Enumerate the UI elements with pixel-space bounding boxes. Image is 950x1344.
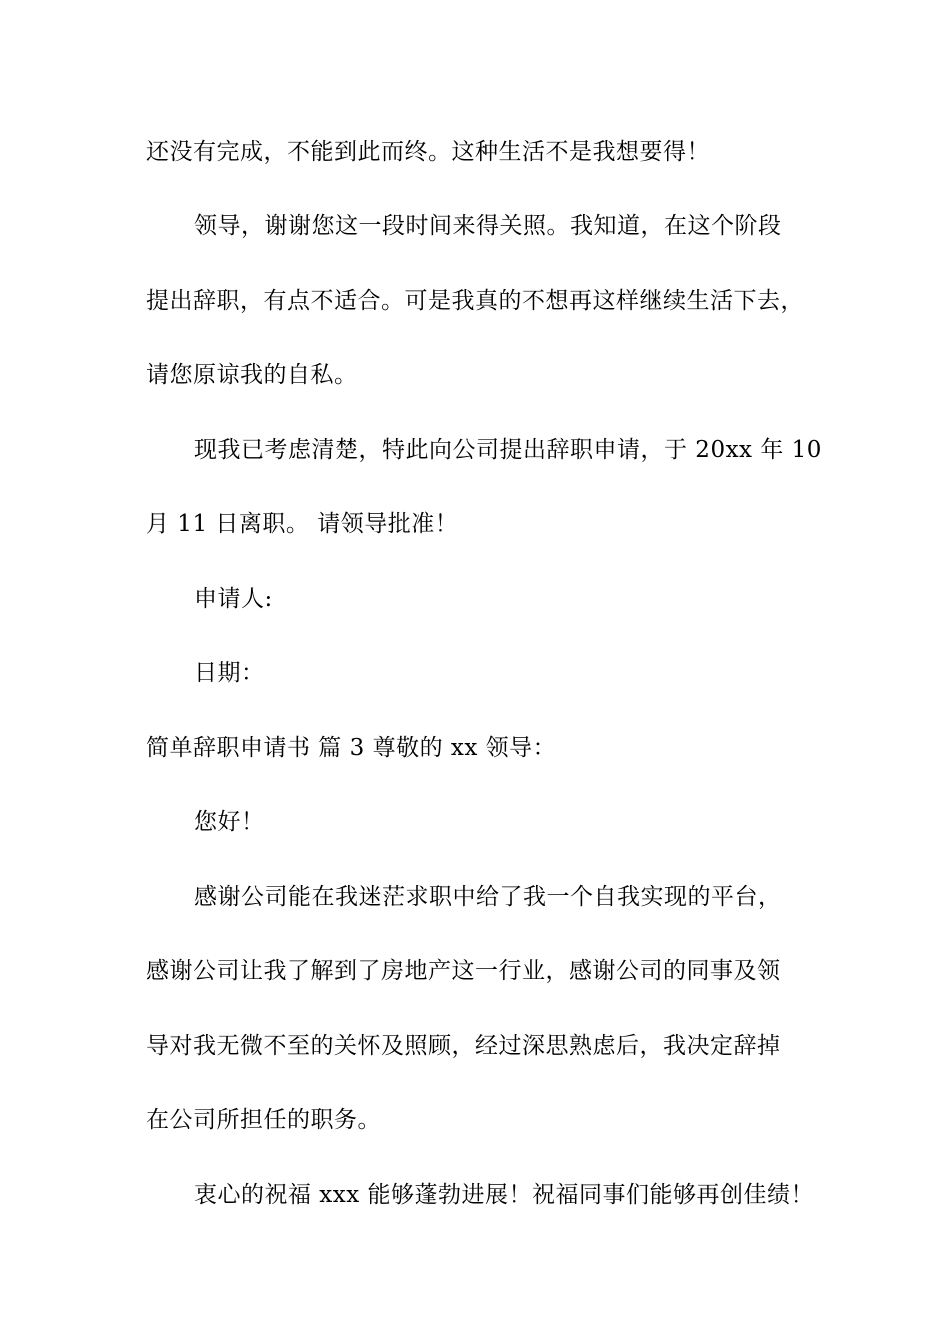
text-line: 衷心的祝福 xxx 能够蓬勃进展！祝福同事们能够再创佳绩！ [194, 1182, 815, 1208]
text-line: 现我已考虑清楚，特此向公司提出辞职申请，于 20xx 年 10 [194, 437, 822, 463]
text-line: 请您原谅我的自私。 [146, 362, 358, 388]
text-line: 月 11 日离职。 请领导批准！ [146, 511, 459, 537]
text-line: 领导，谢谢您这一段时间来得关照。我知道，在这个阶段 [194, 213, 782, 239]
text-line: 在公司所担任的职务。 [146, 1107, 381, 1133]
text-line: 还没有完成，不能到此而终。这种生活不是我想要得！ [146, 139, 710, 165]
applicant-label: 申请人: [194, 586, 273, 612]
text-line: 导对我无微不至的关怀及照顾，经过深思熟虑后，我决定辞掉 [146, 1033, 781, 1059]
text-line: 感谢公司让我了解到了房地产这一行业，感谢公司的同事及领 [146, 958, 781, 984]
date-label: 日期： [194, 660, 265, 686]
section-heading: 简单辞职申请书 篇 3 尊敬的 xx 领导： [146, 735, 557, 761]
greeting: 您好！ [194, 809, 265, 835]
text-line: 感谢公司能在我迷茫求职中给了我一个自我实现的平台， [194, 884, 782, 910]
text-line: 提出辞职，有点不适合。可是我真的不想再这样继续生活下去， [146, 288, 804, 314]
